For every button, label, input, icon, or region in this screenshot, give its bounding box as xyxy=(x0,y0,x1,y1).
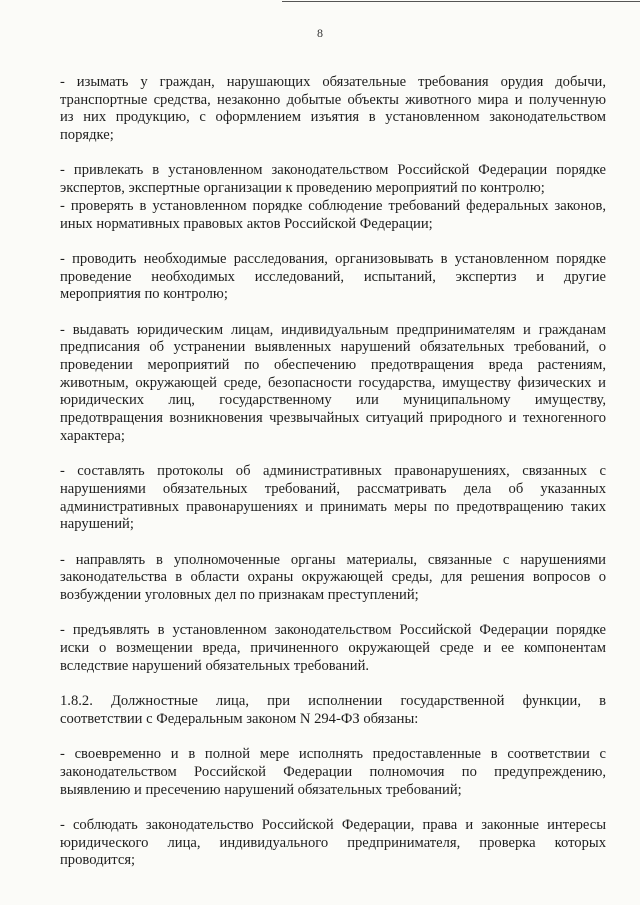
text-line: - направлять в уполномоченные органы материалы, связанные с нарушениями xyxy=(60,551,606,568)
text-line: вследствие нарушений обязательных требований. xyxy=(60,657,370,674)
text-line: - привлекать в установленном законодательством Российской Федерации порядке xyxy=(60,162,606,179)
text-line: мероприятия по контролю; xyxy=(60,286,228,303)
text-line: - проверять в установленном порядке соблюдение требований федеральных законов, xyxy=(60,197,606,214)
paragraph-section-1-8-2 xyxy=(60,693,606,728)
paragraph-duty-comply xyxy=(60,817,606,870)
text-line: соответствии с Федеральным законом N 294-ФЗ обязаны: xyxy=(60,710,419,727)
paragraph-duty-timely xyxy=(60,746,606,799)
text-line: законодательством Российской Федерации полномочия по предупреждению, xyxy=(60,763,606,780)
text-line: нарушений; xyxy=(60,516,134,533)
text-line: из них продукцию, с оформлением изъятия в установленном законодательством xyxy=(60,109,606,126)
text-line: - своевременно и в полной мере исполнять предоставленные в соответствии с xyxy=(60,746,606,763)
page-number: 8 xyxy=(317,26,323,40)
text-line: проведении мероприятий по обеспечению предотвращения вреда растениям, xyxy=(60,357,606,373)
paragraph-experts xyxy=(60,162,606,197)
text-line: экспертов, экспертные организации к проведению мероприятий по контролю; xyxy=(60,180,545,197)
text-line: возбуждении уголовных дел по признакам преступлений; xyxy=(60,586,419,603)
document-body xyxy=(60,74,606,888)
text-line: - предъявлять в установленном законодательством Российской Федерации порядке xyxy=(60,622,606,639)
text-line: проводится; xyxy=(60,852,136,869)
text-line: предотвращения возникновения чрезвычайных ситуаций природного и техногенного xyxy=(60,410,606,427)
text-line: характера; xyxy=(60,427,125,444)
text-line: порядке; xyxy=(60,127,114,144)
text-line: нарушениями обязательных требований, рассматривать дела об указанных xyxy=(60,480,606,497)
text-line: животным, окружающей среде, безопасности государства, имуществу физических и xyxy=(60,374,606,391)
top-rule xyxy=(282,1,640,2)
text-line: 1.8.2. Должностные лица, при исполнении государственной функции, в xyxy=(60,693,606,710)
text-line: - выдавать юридическим лицам, индивидуальным предпринимателям и гражданам xyxy=(60,321,606,338)
paragraph-verify xyxy=(60,198,606,233)
text-line: - проводить необходимые расследования, организовывать в установленном порядке xyxy=(60,250,606,267)
text-line: проведение необходимых исследований, испытаний, экспертиз и другие xyxy=(60,268,606,285)
paragraph-forward xyxy=(60,552,606,605)
text-line: - составлять протоколы об административных правонарушениях, связанных с xyxy=(60,463,606,480)
text-line: иных нормативных правовых актов Российской Федерации; xyxy=(60,215,433,232)
paragraph-protocols xyxy=(60,463,606,534)
text-line: - соблюдать законодательство Российской Федерации, права и законные интересы xyxy=(60,816,606,833)
paragraph-orders xyxy=(60,322,606,446)
text-line: законодательства в области охраны окружающей среды, для решения вопросов о xyxy=(60,569,606,586)
text-line: выявлению и пресечению нарушений обязательных требований; xyxy=(60,781,462,798)
text-line: иски о возмещении вреда, причиненного окружающей среде и ее компонентам xyxy=(60,640,606,656)
text-line: транспортные средства, незаконно добытые объекты животного мира и полученную xyxy=(60,91,606,108)
text-line: юридического лица, индивидуального предпринимателя, проверка которых xyxy=(60,834,606,851)
paragraph-seize xyxy=(60,74,606,145)
text-line: предписания об устранении выявленных нарушений обязательных требований, о xyxy=(60,339,606,356)
text-line: юридических лиц, государственному или муниципальному имуществу, xyxy=(60,392,606,409)
paragraph-investigate xyxy=(60,251,606,304)
text-line: - изымать у граждан, нарушающих обязательные требования орудия добычи, xyxy=(60,74,606,90)
paragraph-claims xyxy=(60,622,606,675)
text-line: административных правонарушениях и принимать меры по предотвращению таких xyxy=(60,498,606,515)
